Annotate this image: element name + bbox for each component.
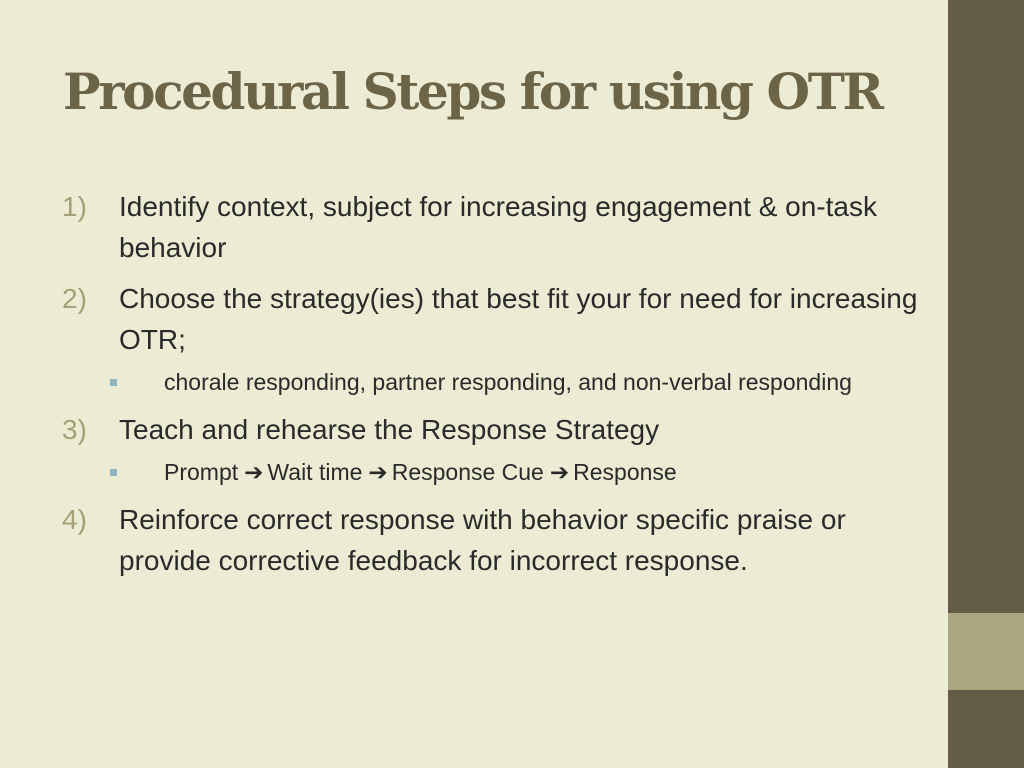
sequence-item: Prompt <box>164 459 239 485</box>
step-text: Teach and rehearse the Response Strategy <box>119 414 660 445</box>
step-3 <box>62 409 922 450</box>
side-bar-accent <box>948 613 1024 690</box>
step-number: 3) <box>62 414 87 445</box>
step-4 <box>62 499 922 581</box>
step-text: Reinforce correct response with behavior specific praise or provide corrective feedback for incorrect response. <box>119 504 846 576</box>
step-1 <box>62 186 922 268</box>
step-number: 1) <box>62 191 87 222</box>
sub-bullet-text: chorale responding, partner responding, and non-verbal responding <box>164 369 852 395</box>
step-2 <box>62 278 922 360</box>
square-bullet-icon <box>110 469 117 476</box>
step-number: 4) <box>62 504 87 535</box>
sequence-item: Response Cue <box>391 459 544 485</box>
square-bullet-icon <box>110 379 117 386</box>
slide-title: Procedural Steps for using OTR <box>63 62 882 121</box>
step-2-sub-bullet <box>62 366 922 399</box>
sequence-item: Wait time <box>267 459 363 485</box>
step-number: 2) <box>62 283 87 314</box>
step-text: Identify context, subject for increasing engagement & on-task behavior <box>119 191 877 263</box>
arrow-right-icon: ➔ <box>244 459 264 485</box>
sequence-item: Response <box>573 459 677 485</box>
steps-list <box>62 186 922 591</box>
step-3-sub-bullet <box>62 456 922 489</box>
arrow-right-icon: ➔ <box>368 459 388 485</box>
step-text: Choose the strategy(ies) that best fit your for need for increasing OTR; <box>119 283 918 355</box>
arrow-right-icon: ➔ <box>549 459 570 485</box>
